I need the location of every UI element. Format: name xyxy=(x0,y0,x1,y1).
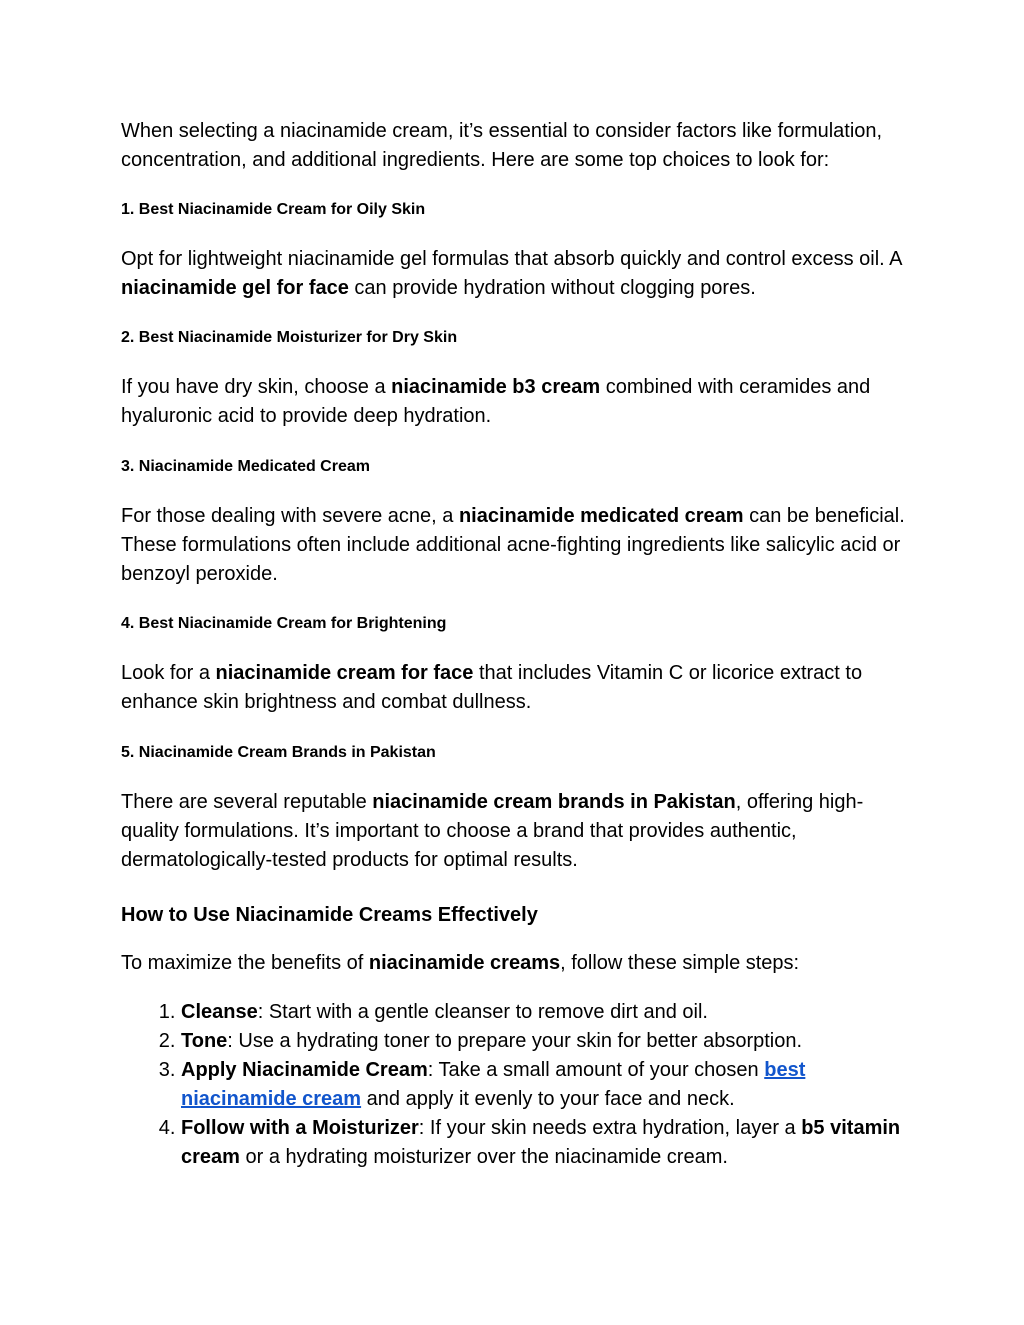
keyword-bold: b5 vitamin cream xyxy=(181,1117,901,1168)
paragraph-text: For those dealing with severe acne, a xyxy=(121,505,459,527)
section-heading-dry-skin: 2. Best Niacinamide Moisturizer for Dry Skin xyxy=(121,329,458,346)
howto-intro-paragraph xyxy=(121,949,914,978)
section-paragraph-medicated xyxy=(121,502,914,589)
step-text: : If your skin needs extra hydration, layer a xyxy=(418,1117,802,1139)
keyword-bold: niacinamide gel for face xyxy=(121,277,349,299)
section-heading-brands-pakistan: 5. Niacinamide Cream Brands in Pakistan xyxy=(121,744,436,761)
keyword-bold: niacinamide cream brands in Pakistan xyxy=(372,791,736,813)
section-paragraph-oily-skin xyxy=(121,245,914,303)
section-heading-medicated: 3. Niacinamide Medicated Cream xyxy=(121,458,370,475)
paragraph-text: can provide hydration without clogging pores. xyxy=(348,277,756,299)
section-paragraph-dry-skin xyxy=(121,373,914,431)
step-title: Tone xyxy=(181,1030,228,1052)
paragraph-text: Look for a xyxy=(121,662,216,684)
step-text: or a hydrating moisturizer over the niacinamide cream. xyxy=(239,1146,728,1168)
paragraph-text: Opt for lightweight niacinamide gel formulas that absorb quickly and control excess oil. A xyxy=(121,248,902,270)
steps-list xyxy=(121,998,914,1172)
howto-heading: How to Use Niacinamide Creams Effectively xyxy=(121,904,538,926)
keyword-bold: niacinamide b3 cream xyxy=(391,376,601,398)
paragraph-text: To maximize the benefits of xyxy=(121,952,369,974)
section-heading-oily-skin: 1. Best Niacinamide Cream for Oily Skin xyxy=(121,201,426,218)
step-title: Apply Niacinamide Cream xyxy=(181,1059,428,1081)
step-item-cleanse xyxy=(181,998,914,1027)
intro-paragraph: When selecting a niacinamide cream, it’s essential to consider factors like formulation, concentration, and additional ingredients. Here are some top choices to look for: xyxy=(121,120,883,171)
step-text: : Start with a gentle cleanser to remove dirt and oil. xyxy=(257,1001,708,1023)
section-heading-brightening: 4. Best Niacinamide Cream for Brightening xyxy=(121,615,447,632)
step-text: : Take a small amount of your chosen xyxy=(427,1059,765,1081)
keyword-bold: niacinamide medicated cream xyxy=(458,505,744,527)
step-item-moisturize xyxy=(181,1114,914,1172)
keyword-bold: niacinamide creams xyxy=(368,952,561,974)
step-item-tone xyxy=(181,1027,914,1056)
paragraph-text: , offering high-quality formulations. It’s important to choose a brand that provides authentic, dermatologically-tested products for optimal results. xyxy=(121,791,864,871)
step-text: : Use a hydrating toner to prepare your skin for better absorption. xyxy=(227,1030,803,1052)
step-item-apply xyxy=(181,1056,914,1114)
step-title: Cleanse xyxy=(181,1001,258,1023)
step-text: and apply it evenly to your face and neck. xyxy=(361,1088,735,1110)
paragraph-text: combined with ceramides and hyaluronic acid to provide deep hydration. xyxy=(121,376,871,427)
best-niacinamide-cream-link[interactable]: best niacinamide cream xyxy=(181,1059,806,1110)
step-title: Follow with a Moisturizer xyxy=(181,1117,419,1139)
paragraph-text: If you have dry skin, choose a xyxy=(121,376,392,398)
paragraph-text: , follow these simple steps: xyxy=(560,952,800,974)
paragraph-text: that includes Vitamin C or licorice extract to enhance skin brightness and combat dullness. xyxy=(121,662,863,713)
section-paragraph-brands-pakistan xyxy=(121,788,914,875)
keyword-bold: niacinamide cream for face xyxy=(215,662,474,684)
paragraph-text: There are several reputable xyxy=(121,791,373,813)
section-paragraph-brightening xyxy=(121,659,914,717)
paragraph-text: can be beneficial. These formulations often include additional acne-fighting ingredients like salicylic acid or benzoyl peroxide. xyxy=(121,505,905,585)
